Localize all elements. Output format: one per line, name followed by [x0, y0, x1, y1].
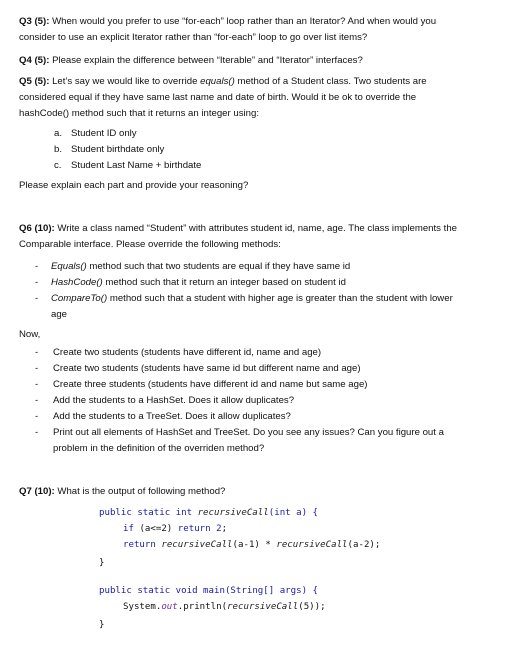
code-keyword: return [177, 524, 211, 534]
option-marker: c. [54, 160, 62, 171]
code-line-6 [123, 599, 326, 615]
code-text: .println( [177, 602, 228, 612]
code-function: recursiveCall [227, 602, 299, 612]
q5-option-c [54, 158, 202, 174]
code-text: (a<=2) [139, 524, 173, 534]
code-function: recursiveCall [161, 540, 233, 550]
option-text: Student Last Name + birthdate [71, 160, 202, 171]
code-text: System. [123, 602, 162, 612]
option-text: Student birthdate only [71, 144, 165, 155]
q6-method-equals [51, 259, 350, 275]
q5-text-1c: method of a Student class. Two students are [237, 76, 427, 87]
code-static-field: out [161, 602, 178, 612]
q6-task-3: Create three students (students have different id and name but same age) [53, 379, 368, 390]
q7-line [19, 484, 487, 500]
method-desc: method such that a student with higher age is greater than the student with lower [109, 293, 453, 304]
code-keyword: public static int [99, 508, 193, 518]
bullet-dash: - [35, 293, 39, 304]
q3-text-1: When would you prefer to use “for-each” loop rather than an Iterator? And when would you [52, 16, 437, 27]
q6-line-1 [19, 221, 487, 237]
option-text: Student ID only [71, 128, 137, 139]
bullet-dash: - [35, 427, 39, 438]
q6-label: Q6 (10): [19, 223, 55, 234]
q5-label: Q5 (5): [19, 76, 50, 87]
code-text: (a-2); [347, 540, 381, 550]
code-keyword: public static void [99, 586, 198, 596]
q6-task-6-cont: problem in the definition of the overriden method? [53, 443, 265, 454]
q4-line [19, 53, 487, 69]
code-line-4: } [99, 558, 105, 568]
q6-line-2: Comparable interface. Please override the following methods: [19, 239, 281, 250]
q6-now: Now, [19, 329, 41, 340]
option-marker: a. [54, 128, 63, 139]
code-line-7: } [99, 620, 105, 630]
bullet-dash: - [35, 347, 39, 358]
bullet-dash: - [35, 277, 39, 288]
q6-method-hashcode [51, 275, 346, 291]
code-line-2 [123, 521, 227, 537]
q3-line-2: consider to use an explicit Iterator rather than “for-each” loop to go over list items? [19, 32, 368, 43]
code-line-3 [123, 537, 380, 553]
q4-text: Please explain the difference between “Iterable” and “Iterator” interfaces? [52, 55, 363, 66]
q5-line-1 [19, 74, 487, 90]
code-line-1 [99, 505, 318, 521]
code-line-5 [99, 583, 318, 599]
method-name: CompareTo() [51, 293, 108, 304]
q5-closing: Please explain each part and provide your reasoning? [19, 180, 249, 191]
q6-text-1: Write a class named “Student” with attributes student id, name, age. The class implements the [57, 223, 457, 234]
q5-line-3: hashCode() method such that it returns an integer using: [19, 108, 259, 119]
code-text: ; [221, 524, 228, 534]
code-text: (5)); [298, 602, 326, 612]
code-function: recursiveCall [197, 508, 269, 518]
q6-task-5: Add the students to a TreeSet. Does it allow duplicates? [53, 411, 291, 422]
q6-method-compareto [51, 291, 453, 307]
q6-task-2: Create two students (students have same id but different name and age) [53, 363, 361, 374]
bullet-dash: - [35, 261, 39, 272]
q7-label: Q7 (10): [19, 486, 55, 497]
q6-method-compareto-cont: age [51, 309, 68, 320]
option-marker: b. [54, 144, 63, 155]
q5-text-1a: Let’s say we would like to override [52, 76, 198, 87]
q5-line-2: considered equal if they have same last name and date of birth. Would it be ok to override the [19, 92, 417, 103]
q5-option-b [54, 142, 165, 158]
q5-option-a [54, 126, 137, 142]
bullet-dash: - [35, 363, 39, 374]
q6-task-6: Print out all elements of HashSet and TreeSet. Do you see any issues? Can you figure out a [53, 427, 444, 438]
bullet-dash: - [35, 411, 39, 422]
q3-line-1 [19, 14, 487, 30]
q4-label: Q4 (5): [19, 55, 50, 66]
method-desc: method such that two students are equal if they have same id [89, 261, 351, 272]
bullet-dash: - [35, 395, 39, 406]
code-keyword: return [123, 540, 156, 550]
q6-task-4: Add the students to a HashSet. Does it allow duplicates? [53, 395, 295, 406]
q7-text: What is the output of following method? [57, 486, 226, 497]
method-name: Equals() [51, 261, 87, 272]
q6-task-1: Create two students (students have different id, name and age) [53, 347, 322, 358]
code-text: main(String[] args) { [203, 586, 319, 596]
code-number: 2 [216, 524, 222, 534]
bullet-dash: - [35, 379, 39, 390]
code-function: recursiveCall [276, 540, 348, 550]
q5-equals-method: equals() [200, 76, 235, 87]
method-name: HashCode() [51, 277, 103, 288]
q3-label: Q3 (5): [19, 16, 50, 27]
code-keyword: if [123, 524, 134, 534]
code-text: (a-1) * [232, 540, 277, 550]
method-desc: method such that it return an integer based on student id [105, 277, 346, 288]
code-text: (int a) { [268, 508, 319, 518]
